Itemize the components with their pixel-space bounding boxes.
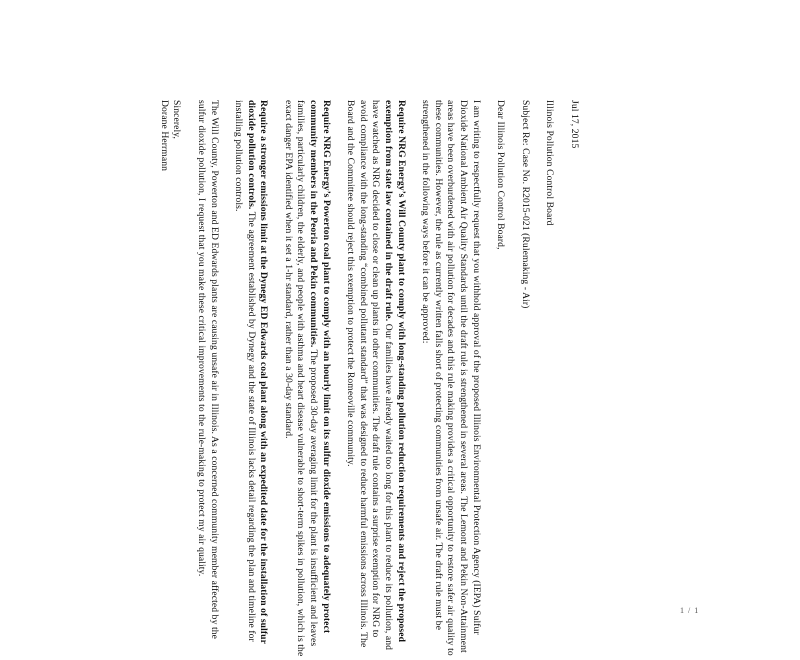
letter-subject: Subject Re: Case No. R2015-021 (Rulemaking - Air) <box>519 100 531 309</box>
letter-body <box>40 100 580 660</box>
letter-date: Jul 17, 2015 <box>569 100 580 149</box>
paragraph-conclusion: The Will County, Powerton and ED Edwards plants are causing unsafe air in Illinois. As a concerned community member affected by the sulfur dioxide pollution, I request that you make these critical improvements to the rule-making to protect my air quality. <box>195 100 220 639</box>
paragraph-will-county <box>344 100 407 660</box>
paragraph-will-county-detail: Our families have already waited too long for this plant to reduce its pollution, and have watched as NRG decided to close or clean up plants in other communities. The draft rule contains a surprise exemption for NRG to avoid compliance with the long-standing “combined pollutant standard” that was designed to reduce harmful emissions across Illinois. The Board and the Committee should reject this exemption to protect the Romeoville community. <box>345 100 395 651</box>
paragraph-intro: I am writing to respectfully request that you withhold approval of the proposed Illinois Environmental Protection Agency (IEPA) Sulfur Dioxide National Ambient Air Quality Standards until the draft rule is strengthened in several areas. The Lemont and Pekin Non-Attainment areas have been overburdened with air pollution for decades and this rule making provides a critical opportunity to restore safer air quality to these communities. However, the rule as currently written falls short of protecting communities from unsafe air. The draft rule must be strengthened in the following ways before it can be approved: <box>420 100 482 656</box>
letter-salutation: Dear Illinois Pollution Control Board, <box>495 100 507 250</box>
paragraph-powerton-detail: The proposed 30-day averaging limit for the plant is insufficient and leaves families, particularly children, the elderly, and people with asthma and heart disease vulnerable to short-term spikes in pollution, which is the exact danger EPA identified when it set a 1-hr standard, rather than a 30-day standard. <box>282 100 320 657</box>
paragraph-powerton-demand: Require NRG Energy’s Powerton coal plant to comply with an hourly limit on its sulfur dioxide emissions to adequately protect community members in the Peoria and Pekin communities. <box>308 100 332 634</box>
paragraph-ed-edwards <box>232 100 270 660</box>
paragraph-will-county-demand: Require NRG Energy’s Will County plant to comply with long-standing pollution reduction requirements and reject the proposed exemption from state law contained in the draft rule. <box>383 100 407 643</box>
letter-closing: Sincerely, <box>171 100 183 140</box>
page-number: 1 / 1 <box>680 606 700 615</box>
paragraph-ed-edwards-detail: The agreement established by Dynegy and the state of Illinois lacks detail regarding the plan and timeline for installing pollution controls. <box>233 100 257 642</box>
letter-recipient: Illinois Pollution Control Board <box>544 100 556 226</box>
paragraph-ed-edwards-demand: Require a stronger emissions limit at the Dynegy ED Edwards coal plant along with an expedited date for the installation of sulfur dioxide pollution controls. <box>245 100 270 644</box>
paragraph-powerton <box>281 100 331 660</box>
letter-signature: Dorane Herrmann <box>158 100 170 172</box>
